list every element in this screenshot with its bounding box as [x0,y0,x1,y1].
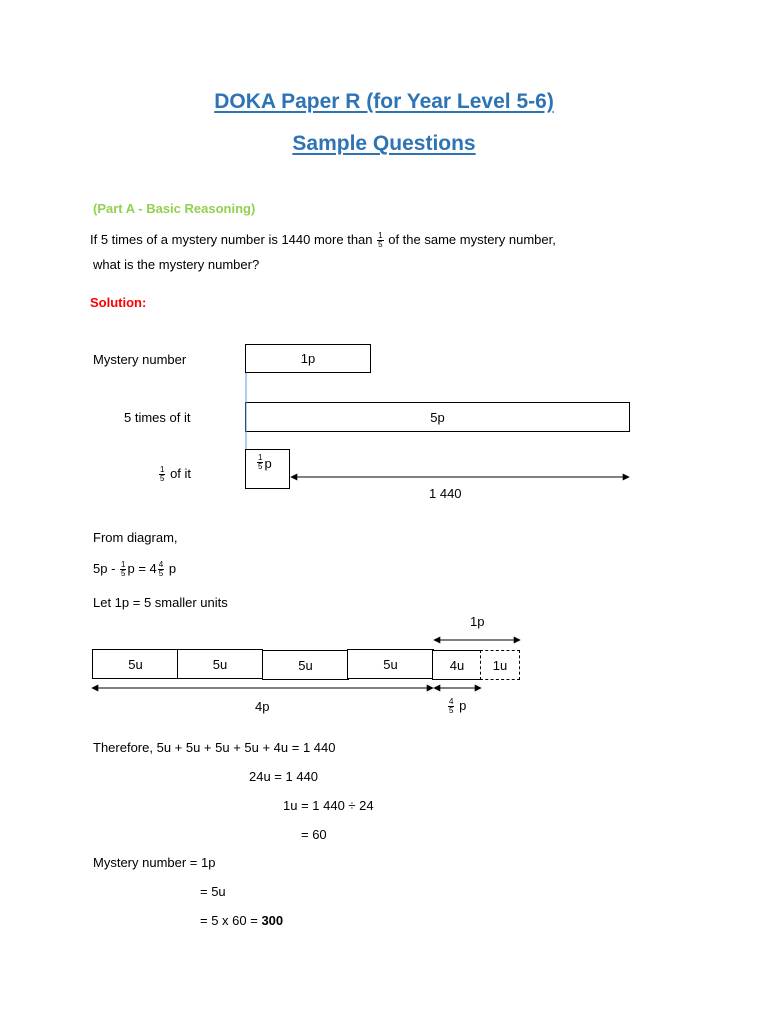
fraction-numerator: 1 [121,560,126,570]
therefore-line: Therefore, 5u + 5u + 5u + 5u + 4u = 1 440 [93,740,336,755]
unit-box-2 [177,649,263,679]
fraction-one-fifth [120,561,126,578]
from-diagram-text: From diagram, [93,530,178,545]
fraction-one-fifth [257,454,263,471]
fraction-numerator: 1 [160,465,165,475]
fraction-numerator: 4 [158,560,164,570]
final-answer: 300 [261,913,284,928]
bar-fifth-p-text: p [264,456,272,471]
fraction-denominator: 5 [121,569,126,579]
fraction-denominator: 5 [449,706,454,716]
part-heading: (Part A - Basic Reasoning) [93,201,256,216]
unit-box-label: 1u [492,657,508,673]
step-line-3: = 60 [301,827,327,842]
question-text-before: If 5 times of a mystery number is 1440 more than [90,232,373,247]
unit-box-label: 5u [128,656,143,672]
question-text-after: of the same mystery number, [388,232,556,247]
fraction-denominator: 5 [378,240,383,250]
fraction-numerator: 4 [449,697,454,707]
fraction-numerator: 1 [258,453,263,462]
fraction-one-fifth [159,466,165,483]
page-title: DOKA Paper R (for Year Level 5-6) [214,90,554,113]
mystery-line: Mystery number = 1p [93,855,216,870]
fraction-four-fifths [448,698,454,715]
bar-fifth-p [245,449,290,489]
equation-line [93,561,176,578]
step-line-1: 24u = 1 440 [249,769,319,784]
page-subtitle: Sample Questions [292,132,476,155]
label-1p-top: 1p [470,614,485,629]
bar-5p [245,402,630,432]
question-line-1 [90,232,556,249]
question-line-2: what is the mystery number? [93,257,260,272]
unit-box-label: 5u [212,656,228,672]
gap-label-1440: 1 440 [429,486,462,501]
mystery-step-2-prefix: = 5 x 60 = [200,913,262,928]
unit-box-4 [347,649,434,679]
step-line-2: 1u = 1 440 ÷ 24 [283,798,374,813]
fraction-numerator: 1 [378,231,383,241]
fraction-one-fifth [377,232,383,249]
label-4p: 4p [255,699,270,714]
equation-part-3: p [168,561,177,576]
label-four-fifths-p [447,698,466,715]
unit-box-label: 5u [383,656,398,672]
solution-label: Solution: [90,295,147,310]
equation-part-1: 5p - [93,561,116,576]
let-units-text: Let 1p = 5 smaller units [93,595,228,610]
unit-box-1 [92,649,179,679]
row-label-5-times: 5 times of it [124,410,191,425]
label-four-fifths-p-text: p [459,698,467,713]
unit-box-label: 4u [449,657,465,673]
mystery-step-2 [200,913,283,928]
row-label-fifth-text: of it [170,466,192,481]
fraction-four-fifths [158,561,164,578]
fraction-denominator: 5 [258,462,263,471]
equation-part-2: p = 4 [127,561,157,576]
bar-5p-label: 5p [430,409,445,425]
unit-box-6-dashed [480,650,520,680]
bar-1p [245,344,371,373]
bar-1p-label: 1p [300,351,316,366]
unit-box-label: 5u [298,657,313,673]
unit-box-5 [432,650,482,680]
row-label-fifth [158,466,191,483]
fraction-denominator: 5 [158,569,164,579]
unit-box-3 [262,650,349,680]
row-label-mystery-number: Mystery number [93,352,187,367]
mystery-step-1: = 5u [200,884,226,899]
fraction-denominator: 5 [160,474,165,484]
